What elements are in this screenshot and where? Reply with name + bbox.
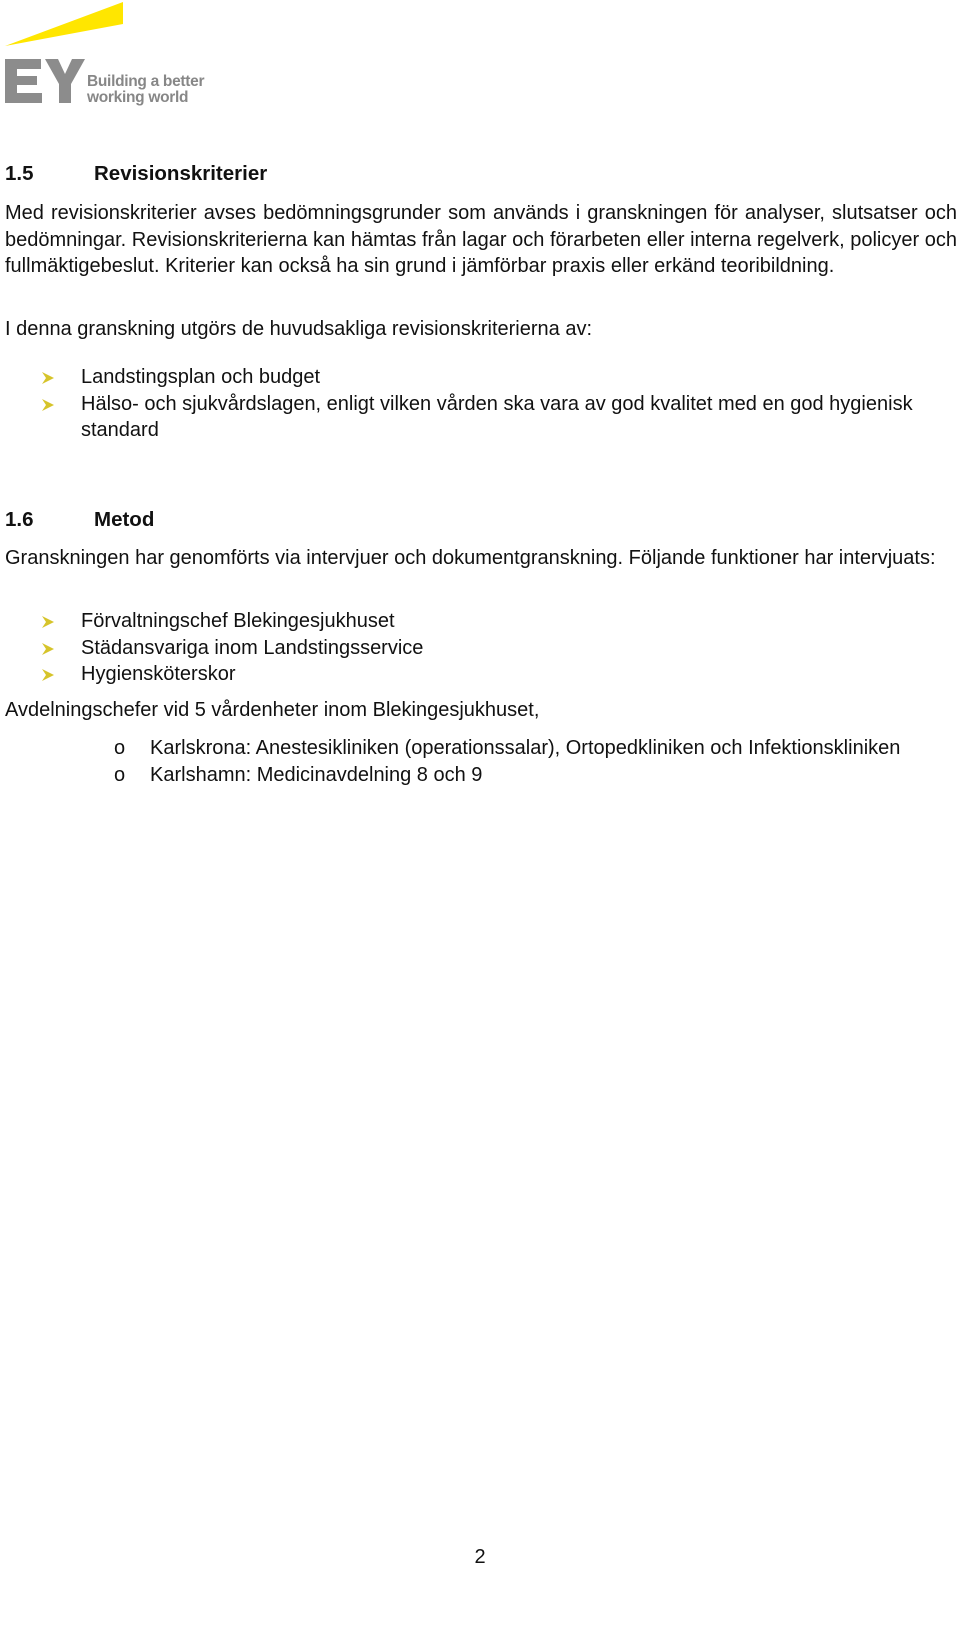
list-item bbox=[5, 608, 957, 635]
sub-item-text: Karlshamn: Medicinavdelning 8 och 9 bbox=[150, 763, 483, 786]
bullet-text: Förvaltningschef Blekingesjukhuset bbox=[81, 610, 395, 632]
circle-bullet-icon: o bbox=[114, 737, 126, 759]
list-item bbox=[5, 735, 957, 762]
paragraph-department-heads: Avdelningschefer vid 5 vårdenheter inom Blekingesjukhuset, bbox=[5, 699, 540, 721]
page-number: 2 bbox=[474, 1546, 486, 1568]
section-number: 1.6 bbox=[5, 508, 34, 531]
bullet-text: Hälso- och sjukvårdslagen, enligt vilken vården ska vara av god kvalitet med en god hygienisk standard bbox=[81, 392, 913, 441]
list-item bbox=[5, 364, 957, 391]
arrow-bullet-icon bbox=[41, 371, 55, 385]
section-number: 1.5 bbox=[5, 162, 34, 185]
department-sub-list bbox=[5, 735, 957, 788]
paragraph-criteria-intro: I denna granskning utgörs de huvudsakliga revisionskriterierna av: bbox=[5, 318, 593, 340]
sub-item-text: Karlskrona: Anestesikliniken (operationssalar), Ortopedkliniken och Infektionskliniken bbox=[150, 737, 901, 759]
section-title: Metod bbox=[94, 508, 155, 531]
list-item bbox=[5, 391, 957, 444]
section-title: Revisionskriterier bbox=[94, 162, 268, 185]
circle-bullet-icon: o bbox=[114, 763, 126, 786]
list-item bbox=[5, 762, 957, 789]
paragraph-revisionskriterier-definition: Med revisionskriterier avses bedömningsgrunder som används i granskningen för analyser, slutsatser och bedömningar. Revisionskriterierna kan hämtas från lagar och förarbeten eller interna regelverk, policyer och fullmäktigebeslut. Kriterier kan också ha sin grund i jämförbar praxis eller erkänd teoribildning. bbox=[5, 202, 957, 277]
bullet-text: Landstingsplan och budget bbox=[81, 366, 321, 388]
criteria-bullet-list bbox=[5, 364, 957, 444]
arrow-bullet-icon bbox=[41, 668, 55, 682]
list-item bbox=[5, 635, 957, 662]
section-heading-revisionskriterier bbox=[5, 161, 267, 188]
ey-logo bbox=[5, 2, 205, 112]
arrow-bullet-icon bbox=[41, 642, 55, 656]
bullet-text: Städansvariga inom Landstingsservice bbox=[81, 636, 424, 659]
arrow-bullet-icon bbox=[41, 615, 55, 629]
section-heading-metod bbox=[5, 507, 154, 534]
list-item bbox=[5, 661, 957, 688]
paragraph-method-intro: Granskningen har genomförts via intervjuer och dokumentgranskning. Följande funktioner har intervjuats: bbox=[5, 547, 936, 569]
bullet-text: Hygiensköterskor bbox=[81, 663, 236, 685]
logo-tagline-line1: Building a better bbox=[87, 73, 205, 90]
interviewee-bullet-list bbox=[5, 608, 957, 688]
logo-tagline bbox=[87, 74, 204, 106]
arrow-bullet-icon bbox=[41, 398, 55, 412]
logo-tagline-line2: working world bbox=[87, 89, 189, 106]
